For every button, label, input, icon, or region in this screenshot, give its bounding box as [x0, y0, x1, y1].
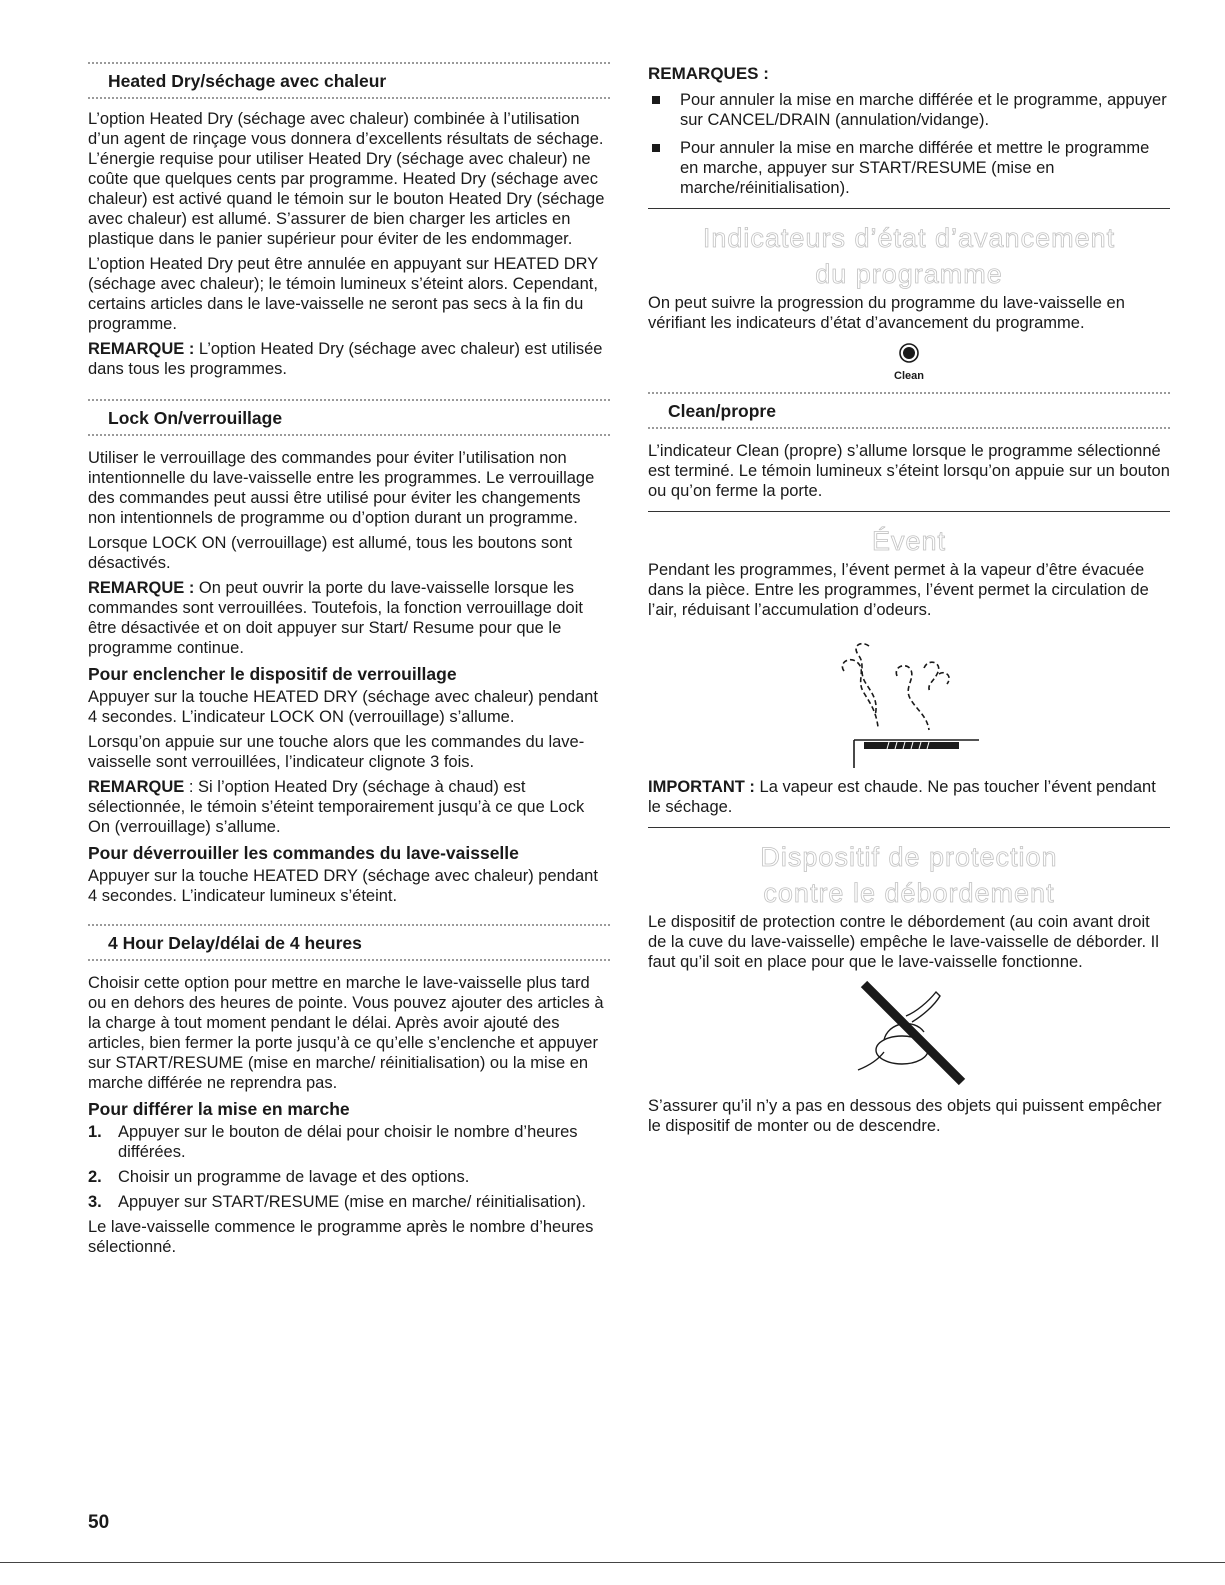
- page-number: 50: [88, 1512, 110, 1533]
- step-number: 1.: [88, 1123, 102, 1141]
- bullet-text: Pour annuler la mise en marche différée et le programme, appuyer sur CANCEL/DRAIN (annulation/vidange).: [680, 91, 1167, 129]
- lock-paragraph-2: Lorsque LOCK ON (verrouillage) est allumé, tous les boutons sont désactivés.: [88, 534, 573, 572]
- vent-steam-illustration: [829, 626, 989, 771]
- heated-dry-heading: Heated Dry/séchage avec chaleur: [108, 71, 387, 91]
- important-text: La vapeur est chaude. Ne pas toucher l’évent pendant le séchage.: [648, 778, 1156, 816]
- list-item: [648, 138, 1170, 198]
- step-number: 3.: [88, 1193, 102, 1211]
- delay-paragraph-2: Le lave-vaisselle commence le programme après le nombre d’heures sélectionné.: [88, 1218, 594, 1256]
- clean-heading: Clean/propre: [668, 401, 776, 421]
- vent-heading: Évent: [871, 526, 947, 556]
- section-rule: [88, 959, 610, 961]
- overflow-paragraph-2: S’assurer qu’il n’y a pas en dessous des objets qui puissent empêcher le dispositif de monter ou de descendre.: [648, 1097, 1162, 1135]
- lock-note-2: [88, 777, 610, 837]
- lock-heading: Lock On/verrouillage: [108, 408, 283, 428]
- section-divider: [648, 827, 1170, 828]
- page-bottom-rule: [0, 1562, 1225, 1563]
- lock-paragraph-1: Utiliser le verrouillage des commandes pour éviter l’utilisation non intentionnelle du lave-vaisselle entre les programmes. Le verrouillage des commandes peut aussi être utilisé pour éviter les changements non intentionnels de programme ou d’option durant un programme.: [88, 449, 595, 527]
- step-text: Appuyer sur le bouton de délai pour choisir le nombre d’heures différées.: [118, 1123, 578, 1161]
- left-column: [88, 62, 610, 1262]
- lock-note-1: [88, 578, 610, 658]
- delay-heading: 4 Hour Delay/délai de 4 heures: [108, 933, 362, 953]
- step-text: Appuyer sur START/RESUME (mise en marche/ réinitialisation).: [118, 1193, 586, 1211]
- status-heading-line-1: Indicateurs d’état d’avancement: [702, 223, 1116, 253]
- note-label: REMARQUE :: [88, 579, 195, 597]
- no-objects-illustration: [844, 978, 974, 1088]
- section-rule: [88, 97, 610, 99]
- list-item: [88, 1122, 610, 1162]
- lock-enable-paragraph-2: Lorsqu’on appuie sur une touche alors que les commandes du lave-vaisselle sont verrouillées, l’indicateur clignote 3 fois.: [88, 733, 585, 771]
- list-item: [88, 1167, 610, 1187]
- status-paragraph: On peut suivre la progression du programme du lave-vaisselle en vérifiant les indicateurs d’état d’avancement du programme.: [648, 294, 1125, 332]
- overflow-heading-line-2: contre le débordement: [763, 878, 1055, 908]
- right-column: [648, 62, 1170, 1141]
- lock-enable-paragraph-1: Appuyer sur la touche HEATED DRY (séchage avec chaleur) pendant 4 secondes. L’indicateur LOCK ON (verrouillage) s’allume.: [88, 688, 598, 726]
- remarques-list: [648, 90, 1170, 198]
- delay-paragraph-1: Choisir cette option pour mettre en marche le lave-vaisselle plus tard ou en dehors des heures de pointe. Vous pouvez ajouter des articles à la charge à tout moment pendant le délai. Après avoir ajouté des articles, bien fermer la porte jusqu’à ce qu’elle s’enclenche et appuyer sur START/RESUME (mise en marche/ réinitialisation) ou la mise en marche différée ne reprendra pas.: [88, 974, 604, 1092]
- status-heading-line-2: du programme: [815, 259, 1003, 289]
- bullet-text: Pour annuler la mise en marche différée et mettre le programme en marche, appuyer sur START/RESUME (mise en marche/réinitialisation).: [680, 139, 1150, 197]
- section-divider: [648, 511, 1170, 512]
- section-rule: [88, 62, 610, 64]
- section-rule: [648, 427, 1170, 429]
- overflow-heading-line-1: Dispositif de protection: [760, 842, 1058, 872]
- note-label: REMARQUE :: [88, 340, 195, 358]
- lock-disable-paragraph: Appuyer sur la touche HEATED DRY (séchage avec chaleur) pendant 4 secondes. L’indicateur lumineux s’éteint.: [88, 867, 598, 905]
- clean-paragraph: L’indicateur Clean (propre) s’allume lorsque le programme sélectionné est terminé. Le témoin lumineux s’éteint lorsqu’on appuie sur un bouton ou qu’on ferme la porte.: [648, 442, 1170, 500]
- lock-disable-subheading: Pour déverrouiller les commandes du lave-vaisselle: [88, 843, 519, 863]
- vent-paragraph: Pendant les programmes, l’évent permet à la vapeur d’être évacuée dans la pièce. Entre les programmes, l’évent permet la circulation de l’air, réduisant l’accumulation d’odeurs.: [648, 561, 1149, 619]
- step-text: Choisir un programme de lavage et des options.: [118, 1168, 470, 1186]
- section-rule: [88, 434, 610, 436]
- heated-dry-paragraph-1: L’option Heated Dry (séchage avec chaleur) combinée à l’utilisation d’un agent de rinçage vous donnera d’excellents résultats de séchage. L’énergie requise pour utiliser Heated Dry (séchage avec chaleur) ne coûte que quelques cents par programme. Heated Dry (séchage avec chaleur) est activé quand le témoin sur le bouton Heated Dry (séchage avec chaleur) est allumé. S’assurer de bien charger les articles en plastique dans le panier supérieur pour éviter de les endommager.: [88, 110, 605, 248]
- overflow-paragraph-1: Le dispositif de protection contre le débordement (au coin avant droit de la cuve du lave-vaisselle) empêche le lave-vaisselle de déborder. Il faut qu’il soit en place pour que le lave-vaisselle fonctionne.: [648, 913, 1159, 971]
- section-rule: [88, 399, 610, 401]
- note-text: L’option Heated Dry (séchage avec chaleur) est utilisée dans tous les programmes.: [88, 340, 603, 378]
- list-item: [88, 1192, 610, 1212]
- remarques-heading: REMARQUES :: [648, 64, 769, 83]
- note-text: : Si l’option Heated Dry (séchage à chaud) est sélectionnée, le témoin s’éteint temporairement jusqu’à ce que Lock On (verrouillage) s’allume.: [88, 778, 585, 836]
- heated-dry-paragraph-2: L’option Heated Dry peut être annulée en appuyant sur HEATED DRY (séchage avec chaleur); le témoin lumineux s’éteint alors. Cependant, certains articles dans le lave-vaisselle ne seront pas secs à la fin du programme.: [88, 255, 598, 333]
- section-rule: [648, 392, 1170, 394]
- bullet-square-icon: [652, 144, 660, 152]
- step-number: 2.: [88, 1168, 102, 1186]
- lock-enable-subheading: Pour enclencher le dispositif de verrouillage: [88, 664, 457, 684]
- indicator-label: Clean: [894, 370, 924, 382]
- section-divider: [648, 208, 1170, 209]
- delay-subheading: Pour différer la mise en marche: [88, 1099, 350, 1119]
- clean-indicator: [648, 343, 1170, 382]
- note-text: On peut ouvrir la porte du lave-vaisselle lorsque les commandes sont verrouillées. Toutefois, la fonction verrouillage doit être désactivée et on doit appuyer sur Start/ Resume pour que le programme continue.: [88, 579, 583, 657]
- bullet-square-icon: [652, 96, 660, 104]
- delay-steps: [88, 1122, 610, 1212]
- heated-dry-note: [88, 339, 610, 379]
- list-item: [648, 90, 1170, 130]
- note-label: REMARQUE: [88, 778, 185, 796]
- section-rule: [88, 924, 610, 926]
- vent-important: [648, 777, 1170, 817]
- indicator-light-icon: [899, 343, 919, 363]
- important-label: IMPORTANT :: [648, 778, 755, 796]
